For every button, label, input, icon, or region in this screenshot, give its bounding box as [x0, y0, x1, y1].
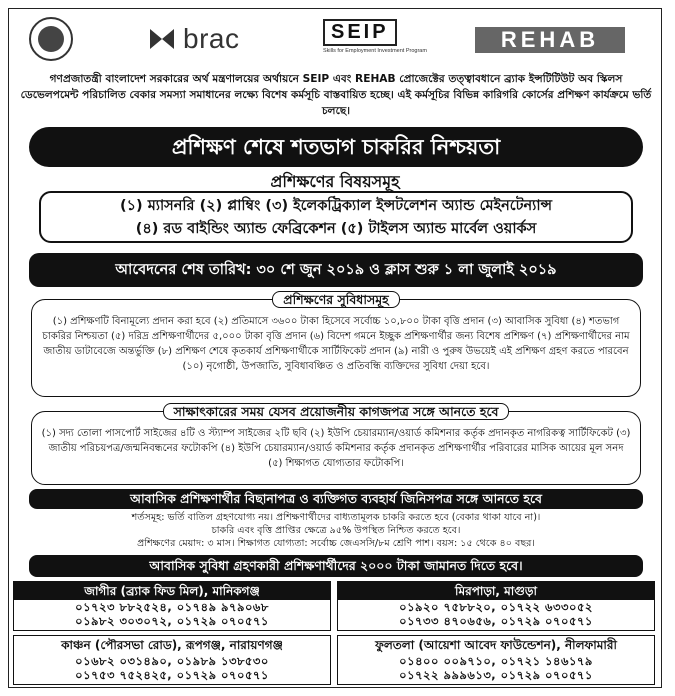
facilities-box [31, 292, 641, 397]
documents-title-wrap [32, 404, 640, 424]
terms-line-2: চাকরি এবং বৃত্তি প্রাপ্তির ক্ষেত্রে ৯৫% উপস্থিত নিশ্চিত করতে হবে। [211, 525, 461, 536]
deposit-note-bar: আবাসিক সুবিধা গ্রহণকারী প্রশিক্ষণার্থীদের ২০০০ টাকা জামানত দিতে হবে। [29, 555, 643, 577]
seip-subtitle: Skills for Employment Investment Program [323, 48, 427, 54]
contact-phone: ০১৭২৩ ৮৮২৫২৪, ০১৭৪৯ ৯৭৯০৬৮ [75, 600, 269, 614]
terms-line-3: প্রশিক্ষণের মেয়াদ: ৩ মাস। শিক্ষাগত যোগ্যতা: সর্বোচ্চ জেএসসি/৮ম শ্রেণি পাশ। বয়স: ১৫ থেকে ৪০ বছর। [137, 538, 535, 549]
rehab-logo: REHAB [475, 27, 625, 53]
seip-wordmark: SEIP [323, 19, 397, 46]
facilities-body: (১) প্রশিক্ষণটি বিনামূল্যে প্রদান করা হবে (২) প্রতিমাসে ৩৬০০ টাকা হিসেবে সর্বোচ্চ ১০,৮০০ টাকা বৃত্তি প্রদান (৩) আবাসিক সুবিধা (৪) শতভাগ চাকরির নিশ্চয়তা (৫) দরিদ্র প্রশিক্ষণার্থীদের ৫,০০০ টাকা বৃত্তি প্রদান (৬) বিদেশ গমনে ইচ্ছুক প্রশিক্ষণার্থীর জন্য বিশেষ প্রশিক্ষণ (৭) প্রশিক্ষণার্থীদের নাম জাতীয় ডাটাবেজে অন্তর্ভুক্তি (৮) প্রশিক্ষণ শেষে কৃতকার্য প্রশিক্ষণার্থীকে সার্টিফিকেট প্রদান (৯) নারী ও পুরুষ উভয়েই এই প্রশিক্ষণ গ্রহণ করতে পারবেন (১০) নৃগোষ্ঠী, উপজাতি, সুবিধাবঞ্চিত ও প্রতিবন্ধি ব্যক্তিদের সুবিধা দেয়া হবে। [42, 316, 630, 372]
contact-phone: ০১৭২২ ৯৯৯৬১৩, ০১৭২৯ ০৭০৫৭১ [399, 668, 593, 682]
documents-body: (১) সদ্য তোলা পাসপোর্ট সাইজের ৪টি ও স্ট্যাম্প সাইজের ২টি ছবি (২) ইউপি চেয়ারম্যান/ওয়ার্ড কমিশনার কর্তৃক প্রদানকৃত নাগরিকত্ব সার্টিফিকেট (৩) জাতীয় পরিচয়পত্র/জন্মনিবন্ধনের ফটোকপি (৪) ইউপি চেয়ারম্যান/ওয়ার্ড কমিশনার কর্তৃক প্রদানকৃত প্রশিক্ষণার্থীর পরিবারের মাসিক আয়ের মূল সনদ (৫) শিক্ষাগত যোগ্যতার ফটোকপি। [41, 428, 631, 469]
terms-line-1: শর্তসমূহ: ভর্তি বাতিল গ্রহণযোগ্য নয়। প্রশিক্ষণার্থীদের বাধ্যতামূলক চাকরি করতে হবে (বেকার থাকা যাবে না)। [131, 512, 541, 523]
advertisement [8, 8, 662, 688]
brac-logo [147, 23, 239, 55]
facilities-title: প্রশিক্ষণের সুবিধাসমূহ [272, 291, 399, 308]
contact-card-magura [337, 581, 655, 631]
contact-name: ফুলতলা (আয়েশা আবেদ ফাউন্ডেশন), নীলফামারী [338, 636, 654, 654]
contact-card-narayanganj [13, 635, 331, 685]
contact-phone: ০১৭৫৩ ৭৫২৪২৫, ০১৭২৯ ০৭০৫৭১ [75, 668, 269, 682]
contact-card-nilphamari [337, 635, 655, 685]
contact-phone: ০১৬৮২ ০৩১৪৯০, ০১৯৮৯ ১৩৮৫৩০ [75, 654, 269, 668]
contact-phone: ০১৪০০ ০০৯৭১০, ০১৭২১ ১৪৬১৭৯ [399, 654, 593, 668]
courses-line-2: (৪) রড বাইন্ডিং অ্যান্ড ফেব্রিকেশন (৫) টাইলস অ্যান্ড মার্বেল ওয়ার্কস [135, 221, 537, 237]
documents-title: সাক্ষাৎকারের সময় যেসব প্রয়োজনীয় কাগজপত্র সঙ্গে আনতে হবে [163, 403, 510, 420]
contact-phone: ০১৯২০ ৭৫৮৮২০, ০১৭২২ ৬৩৩০৫২ [399, 600, 593, 614]
residential-note-bar: আবাসিক প্রশিক্ষণার্থীর বিছানাপত্র ও ব্যক্তিগত ব্যবহার্য জিনিসপত্র সঙ্গে আনতে হবে [29, 489, 643, 509]
brac-wordmark: brac [183, 23, 240, 54]
brac-mark-icon [147, 25, 177, 53]
terms-block [29, 511, 643, 550]
documents-box [31, 404, 641, 485]
government-seal-icon [29, 17, 73, 61]
courses-heading: প্রশিক্ষণের বিষয়সমূহ [270, 172, 400, 191]
contact-name: কাঞ্চন (পৌরসভা রোড), রূপগঞ্জ, নারায়ণগঞ্জ [14, 636, 330, 654]
facilities-title-wrap [32, 292, 640, 312]
seip-logo [323, 19, 463, 59]
contact-card-manikganj [13, 581, 331, 631]
contact-phone: ০১৭৩৩ ৪৭০৬৫৬, ০১৭২৯ ০৭০৫৭১ [399, 614, 593, 628]
deadline-banner: আবেদনের শেষ তারিখ: ৩০ শে জুন ২০১৯ ও ক্লাস শুরু ১ লা জুলাই ২০১৯ [29, 253, 643, 287]
contact-phone: ০১৯৮২ ৩০৩০৭২, ০১৭২৯ ০৭০৫৭১ [75, 614, 269, 628]
headline-banner: প্রশিক্ষণ শেষে শতভাগ চাকরির নিশ্চয়তা [29, 127, 643, 167]
contact-name: জাগীর (ব্র্যাক ফিড মিল), মানিকগঞ্জ [14, 582, 330, 600]
courses-box [39, 191, 633, 243]
logo-strip [9, 9, 661, 65]
contact-grid [13, 581, 657, 685]
contact-name: মিরপাড়া, মাগুড়া [338, 582, 654, 600]
courses-line-1: (১) ম্যাসনরি (২) প্লাম্বিং (৩) ইলেকট্রিক্যাল ইন্সটলেশন অ্যান্ড মেইনটেন্যান্স [120, 198, 552, 214]
intro-paragraph: গণপ্রজাতন্ত্রী বাংলাদেশ সরকারের অর্থ মন্ত্রণালয়ের অর্থায়নে SEIP এবং REHAB প্রোজেক্টের তত্ত্বাবধানে ব্র্যাক ইন্সটিটিউট অব স্কিলস ডেভেলপমেন্ট পরিচালিত বেকার সমস্যা সমাধানের লক্ষ্যে বিশেষ কর্মসূচি বাস্তবায়িত হচ্ছে। এই কর্মসূচির বিভিন্ন কারিগরি কোর্সের প্রশিক্ষণ কার্যক্রমে ভর্তি চলছে। [20, 73, 652, 117]
